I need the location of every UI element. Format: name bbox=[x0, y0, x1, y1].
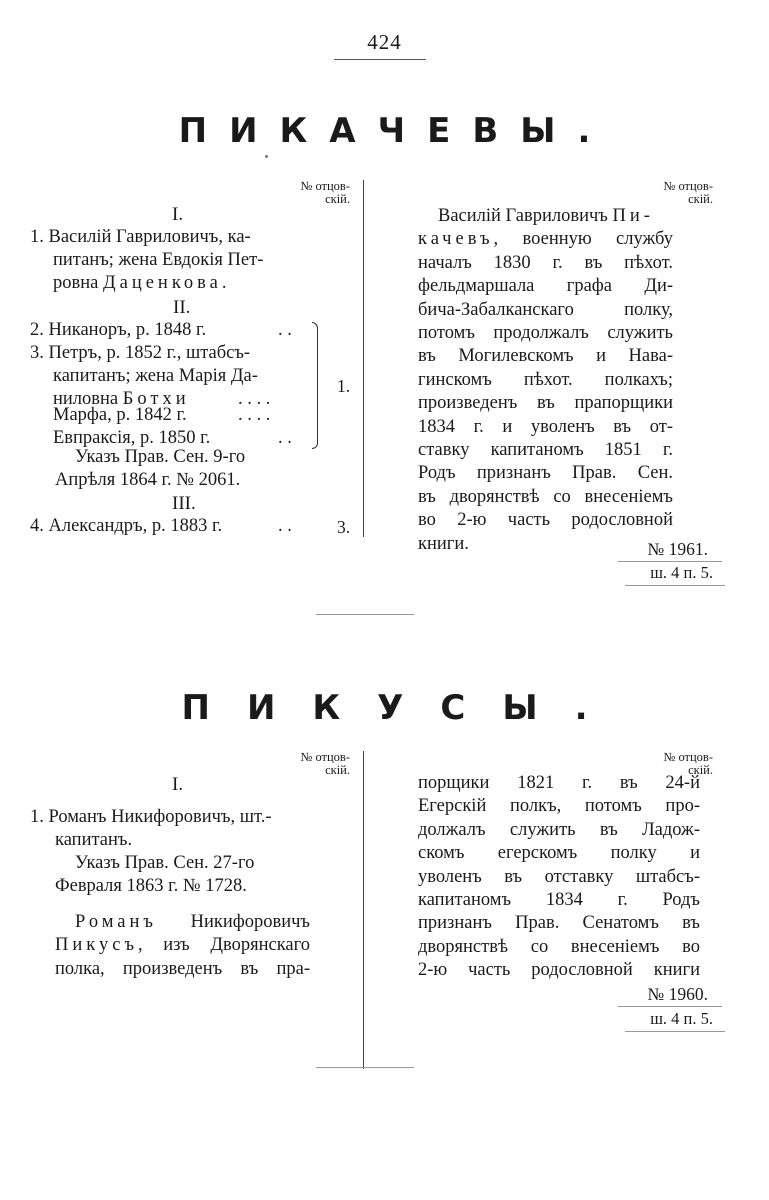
ink-speck bbox=[265, 155, 268, 158]
column-label-right: № отцов- скій. bbox=[663, 750, 713, 777]
leader-dots: . . bbox=[278, 320, 292, 340]
leader-dots: . . bbox=[278, 516, 292, 536]
bio-line: бича-Забалканскаго полку, bbox=[418, 299, 673, 320]
archive-number: № 1960. bbox=[647, 984, 708, 1004]
column-label-right: № отцов- скій. bbox=[663, 179, 713, 206]
grouping-brace bbox=[312, 322, 318, 449]
bio-line: скомъ егерскомъ полку и bbox=[418, 843, 700, 864]
bio-line: капитаномъ 1834 г. Родъ bbox=[418, 890, 700, 911]
decree-line2: Апрѣля 1864 г. № 2061. bbox=[55, 470, 241, 490]
father-ref-number: 3. bbox=[337, 517, 351, 537]
spaced-name: Романъ bbox=[75, 912, 157, 932]
father-ref-number: 1. bbox=[337, 376, 351, 396]
page-number-rule bbox=[334, 59, 426, 60]
family-title-pikachevy: ПИКАЧЕВЫ. bbox=[178, 111, 613, 151]
section-separator bbox=[316, 1067, 414, 1068]
generation-heading-3: III. bbox=[172, 493, 196, 514]
entry-petr-line2: капитанъ; жена Марія Да- bbox=[53, 366, 258, 386]
bio-line: уволенъ въ отставку штабсъ- bbox=[418, 866, 700, 887]
entry-roman-line1: 1. Романъ Никифоровичъ, шт.- bbox=[30, 807, 272, 827]
bio-line: порщики 1821 г. въ 24-й bbox=[418, 773, 700, 793]
generation-heading-1: I. bbox=[172, 204, 184, 225]
spaced-surname: Пикусъ bbox=[55, 935, 139, 956]
bio-line: 1834 г. и уволенъ въ от- bbox=[418, 416, 673, 437]
bio-line: гинскомъ пѣхот. полкахъ; bbox=[418, 369, 673, 390]
family-title-pikusy: ПИКУСЫ. bbox=[181, 688, 625, 728]
entry-nikanor: 2. Никаноръ, р. 1848 г. bbox=[30, 320, 207, 340]
bio-line: произведенъ въ прапорщики bbox=[418, 393, 673, 414]
decree-line1: Указъ Прав. Сен. 27-го bbox=[75, 853, 255, 873]
archive-reference: ш. 4 п. 5. bbox=[650, 1009, 713, 1028]
stamp-rule bbox=[625, 585, 725, 586]
entry-vasily-line3: ровна Даценкова. bbox=[53, 273, 231, 293]
generation-heading-2: II. bbox=[173, 297, 191, 318]
spaced-surname: качевъ bbox=[418, 229, 494, 250]
bio-line: Родъ признанъ Прав. Сен. bbox=[418, 463, 673, 484]
biography-pikachev bbox=[418, 205, 673, 556]
column-divider bbox=[363, 180, 364, 537]
bio-line: признанъ Прав. Сенатомъ въ bbox=[418, 913, 700, 934]
bio-line: Василій Гавриловичъ Пи- bbox=[438, 206, 654, 226]
biography-pikus-continued bbox=[418, 772, 700, 983]
spaced-surname: Даценкова. bbox=[102, 273, 231, 293]
bio-line: книги. bbox=[418, 533, 469, 554]
stamp-rule bbox=[618, 1006, 722, 1007]
archive-reference: ш. 4 п. 5. bbox=[650, 563, 713, 582]
section-separator bbox=[316, 614, 414, 615]
decree-line2: Февраля 1863 г. № 1728. bbox=[55, 876, 247, 896]
bio-line: должалъ служить въ Ладож- bbox=[418, 819, 700, 840]
column-divider bbox=[363, 751, 364, 1069]
archive-number: № 1961. bbox=[647, 539, 708, 559]
bio-line: качевъ, военную службу bbox=[418, 229, 673, 250]
entry-vasily-line2: питанъ; жена Евдокія Пет- bbox=[53, 250, 264, 270]
entry-aleksandr: 4. Александръ, р. 1883 г. bbox=[30, 516, 223, 536]
bio-line: дворянствѣ со внесеніемъ во bbox=[418, 936, 700, 957]
bio-line: ставку капитаномъ 1851 г. bbox=[418, 440, 673, 461]
column-label-left: № отцов- скій. bbox=[300, 179, 350, 206]
page-number: 424 bbox=[367, 30, 402, 54]
column-label-left: № отцов- скій. bbox=[300, 750, 350, 777]
stamp-rule bbox=[625, 1031, 725, 1032]
bio-line: въ дворянствѣ со внесеніемъ bbox=[418, 486, 673, 507]
bio-line: началъ 1830 г. въ пѣхот. bbox=[418, 252, 673, 273]
leader-dots: . . . . bbox=[238, 405, 271, 425]
entry-marfa: Марфа, р. 1842 г. bbox=[53, 405, 187, 425]
bio-line: полка, произведенъ въ пра- bbox=[55, 958, 310, 979]
leader-dots: . . . . bbox=[238, 389, 271, 409]
stamp-rule bbox=[618, 561, 722, 562]
bio-line: въ Могилевскомъ и Нава- bbox=[418, 346, 673, 367]
bio-line: 2-ю часть родословной книги bbox=[418, 960, 700, 981]
biography-pikus-start bbox=[55, 911, 310, 981]
bio-line: Романъ Никифоровичъ bbox=[55, 911, 310, 934]
entry-vasily-line1: 1. Василій Гавриловичъ, ка- bbox=[30, 227, 251, 247]
decree-line1: Указъ Прав. Сен. 9-го bbox=[75, 447, 246, 467]
generation-heading-1: I. bbox=[172, 774, 184, 795]
bio-line: Пикусъ, изъ Дворянскаго bbox=[55, 935, 310, 956]
bio-line: потомъ продолжалъ служить bbox=[418, 323, 673, 344]
spaced-surname: Пи- bbox=[612, 206, 654, 226]
entry-petr-line1: 3. Петръ, р. 1852 г., штабсъ- bbox=[30, 343, 251, 363]
entry-evpraksia: Евпраксія, р. 1850 г. bbox=[53, 428, 211, 448]
spaced-surname: Ботхи bbox=[122, 389, 190, 409]
bio-line: фельдмаршала графа Ди- bbox=[418, 276, 673, 297]
bio-line: Егерскій полкъ, потомъ про- bbox=[418, 796, 700, 817]
leader-dots: . . bbox=[278, 428, 292, 448]
bio-line: во 2-ю часть родословной bbox=[418, 510, 673, 531]
entry-roman-line2: капитанъ. bbox=[55, 830, 133, 850]
entry-petr-line3: ниловна Ботхи bbox=[53, 389, 190, 409]
